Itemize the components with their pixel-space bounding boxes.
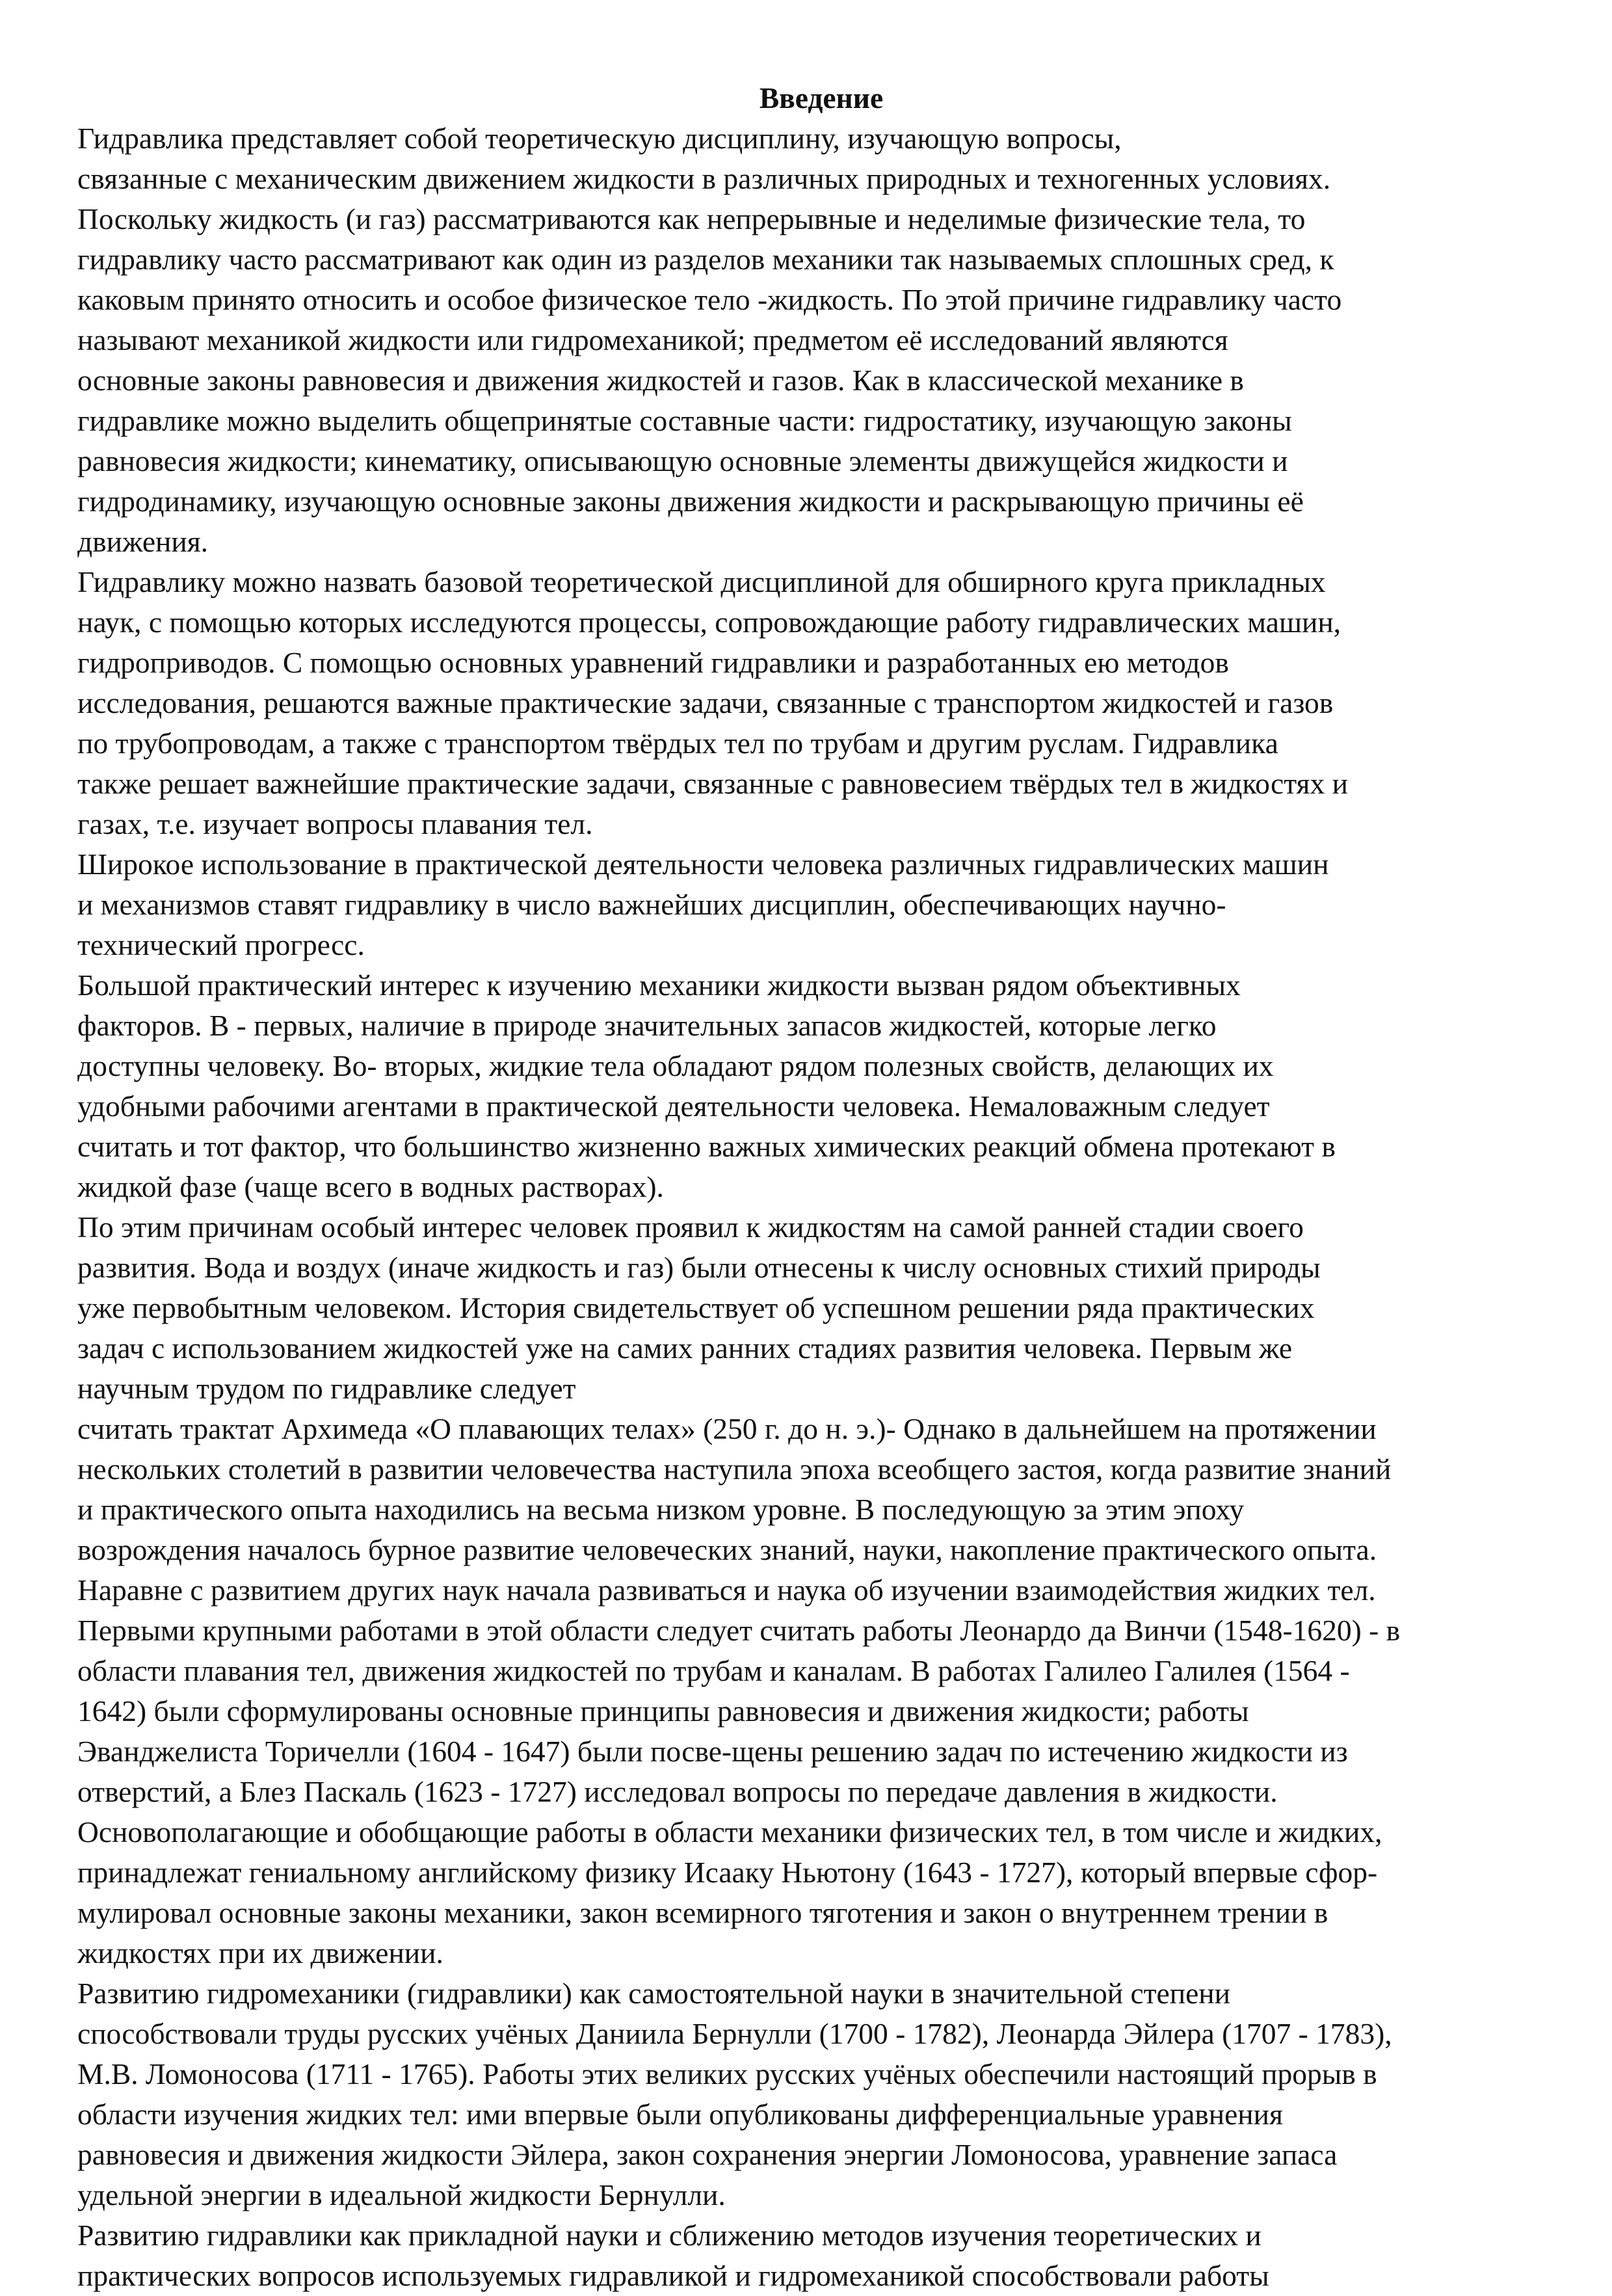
- text-line: связанные с механическим движением жидкости в различных природных и техногенных условиях.: [77, 162, 1331, 195]
- text-line: равновесия и движения жидкости Эйлера, закон сохранения энергии Ломоносова, уравнение запаса: [77, 2138, 1338, 2171]
- text-line: наук, с помощью которых исследуются процессы, сопровождающие работу гидравлических машин,: [77, 606, 1341, 639]
- text-line: газах, т.е. изучает вопросы плавания тел.: [77, 807, 593, 840]
- text-line: называют механикой жидкости или гидромеханикой; предметом её исследований являются: [77, 323, 1228, 356]
- text-line: считать трактат Архимеда «О плавающих телах» (250 г. до н. э.)- Однако в дальнейшем на протяжении: [77, 1412, 1377, 1445]
- text-line: основные законы равновесия и движения жидкостей и газов. Как в классической механике в: [77, 364, 1244, 397]
- text-line: доступны человеку. Во- вторых, жидкие тела обладают рядом полезных свойств, делающих их: [77, 1049, 1274, 1082]
- text-line: гидроприводов. С помощью основных уравнений гидравлики и разработанных ею методов: [77, 646, 1229, 679]
- text-line: Гидравлика представляет собой теоретическую дисциплину, изучающую вопросы,: [77, 122, 1122, 155]
- text-line: нескольких столетий в развитии человечества наступила эпоха всеобщего застоя, когда развитие знаний: [77, 1452, 1392, 1486]
- document-body: [77, 118, 1540, 2296]
- text-line: равновесия жидкости; кинематику, описывающую основные элементы движущейся жидкости и: [77, 444, 1288, 477]
- text-line: удельной энергии в идеальной жидкости Бернулли.: [77, 2178, 726, 2211]
- text-line: Основополагающие и обобщающие работы в области механики физических тел, в том числе и жидких,: [77, 1815, 1382, 1849]
- text-line: 1642) были сформулированы основные принципы равновесия и движения жидкости; работы: [77, 1694, 1249, 1728]
- text-line: Развитию гидромеханики (гидравлики) как самостоятельной науки в значительной степени: [77, 1977, 1230, 2010]
- text-line: научным трудом по гидравлике следует: [77, 1372, 576, 1405]
- text-line: жидкой фазе (чаще всего в водных растворах).: [77, 1170, 664, 1203]
- document-page: [77, 78, 1540, 2296]
- text-line: удобными рабочими агентами в практической деятельности человека. Немаловажным следует: [77, 1089, 1270, 1123]
- text-line: отверстий, а Блез Паскаль (1623 - 1727) исследовал вопросы по передаче давления в жидкости.: [77, 1775, 1278, 1808]
- text-line: и практического опыта находились на весьма низком уровне. В последующую за этим эпоху: [77, 1493, 1245, 1526]
- text-line: гидравлике можно выделить общепринятые составные части: гидростатику, изучающую законы: [77, 404, 1292, 437]
- text-line: по трубопроводам, а также с транспортом твёрдых тел по трубам и другим руслам. Гидравлика: [77, 727, 1278, 760]
- text-line: Гидравлику можно назвать базовой теоретической дисциплиной для обширного круга прикладных: [77, 565, 1326, 598]
- text-line: технический прогресс.: [77, 928, 365, 961]
- text-line: Развитию гидравлики как прикладной науки и сближению методов изучения теоретических и: [77, 2219, 1262, 2252]
- text-line: также решает важнейшие практические задачи, связанные с равновесием твёрдых тел в жидкостях и: [77, 767, 1348, 800]
- text-line: Поскольку жидкость (и газ) рассматриваются как непрерывные и неделимые физические тела, то: [77, 202, 1306, 235]
- text-line: движения.: [77, 525, 209, 558]
- text-line: считать и тот фактор, что большинство жизненно важных химических реакций обмена протекают в: [77, 1130, 1336, 1163]
- document-title: Введение: [759, 81, 884, 114]
- text-line: каковым принято относить и особое физическое тело -жидкость. По этой причине гидравлику часто: [77, 283, 1342, 316]
- text-line: возрождения началось бурное развитие человеческих знаний, науки, накопление практического опыта.: [77, 1533, 1377, 1566]
- text-line: принадлежат гениальному английскому физику Исааку Ньютону (1643 - 1727), который впервые сфор-: [77, 1856, 1378, 1889]
- text-line: Первыми крупными работами в этой области следует считать работы Леонардо да Винчи (1548-1620) - в: [77, 1614, 1401, 1647]
- text-line: жидкостях при их движении.: [77, 1936, 443, 1969]
- text-line: мулировал основные законы механики, закон всемирного тяготения и закон о внутреннем трении в: [77, 1896, 1328, 1929]
- text-line: Эванджелиста Торичелли (1604 - 1647) были посве-щены решению задач по истечению жидкости из: [77, 1735, 1348, 1768]
- text-line: способствовали труды русских учёных Даниила Бернулли (1700 - 1782), Леонарда Эйлера (1707 - 1783),: [77, 2017, 1392, 2050]
- text-line: Широкое использование в практической деятельности человека различных гидравлических машин: [77, 848, 1329, 881]
- text-line: задач с использованием жидкостей уже на самих ранних стадиях развития человека. Первым же: [77, 1331, 1293, 1365]
- text-line: области изучения жидких тел: ими впервые были опубликованы дифференциальные уравнения: [77, 2098, 1283, 2131]
- text-line: Большой практический интерес к изучению механики жидкости вызван рядом объективных: [77, 968, 1241, 1002]
- text-line: По этим причинам особый интерес человек проявил к жидкостям на самой ранней стадии своего: [77, 1210, 1304, 1244]
- text-line: гидравлику часто рассматривают как один из разделов механики так называемых сплошных сред, к: [77, 243, 1334, 276]
- text-line: исследования, решаются важные практические задачи, связанные с транспортом жидкостей и газов: [77, 686, 1334, 719]
- text-line: Наравне с развитием других наук начала развиваться и наука об изучении взаимодействия жидких тел.: [77, 1573, 1376, 1607]
- text-line: и механизмов ставят гидравлику в число важнейших дисциплин, обеспечивающих научно-: [77, 888, 1226, 921]
- text-line: уже первобытным человеком. История свидетельствует об успешном решении ряда практических: [77, 1291, 1315, 1324]
- text-line: развития. Вода и воздух (иначе жидкость и газ) были отнесены к числу основных стихий природы: [77, 1251, 1321, 1284]
- text-line: гидродинамику, изучающую основные законы движения жидкости и раскрывающую причины её: [77, 485, 1304, 518]
- text-line: практических вопросов используемых гидравликой и гидромеханикой способствовали работы: [77, 2259, 1269, 2292]
- text-line: факторов. В - первых, наличие в природе значительных запасов жидкостей, которые легко: [77, 1009, 1217, 1042]
- text-line: М.В. Ломоносова (1711 - 1765). Работы этих великих русских учёных обеспечили настоящий прорыв в: [77, 2057, 1377, 2090]
- text-line: области плавания тел, движения жидкостей по трубам и каналам. В работах Галилео Галилея (1564 -: [77, 1654, 1350, 1687]
